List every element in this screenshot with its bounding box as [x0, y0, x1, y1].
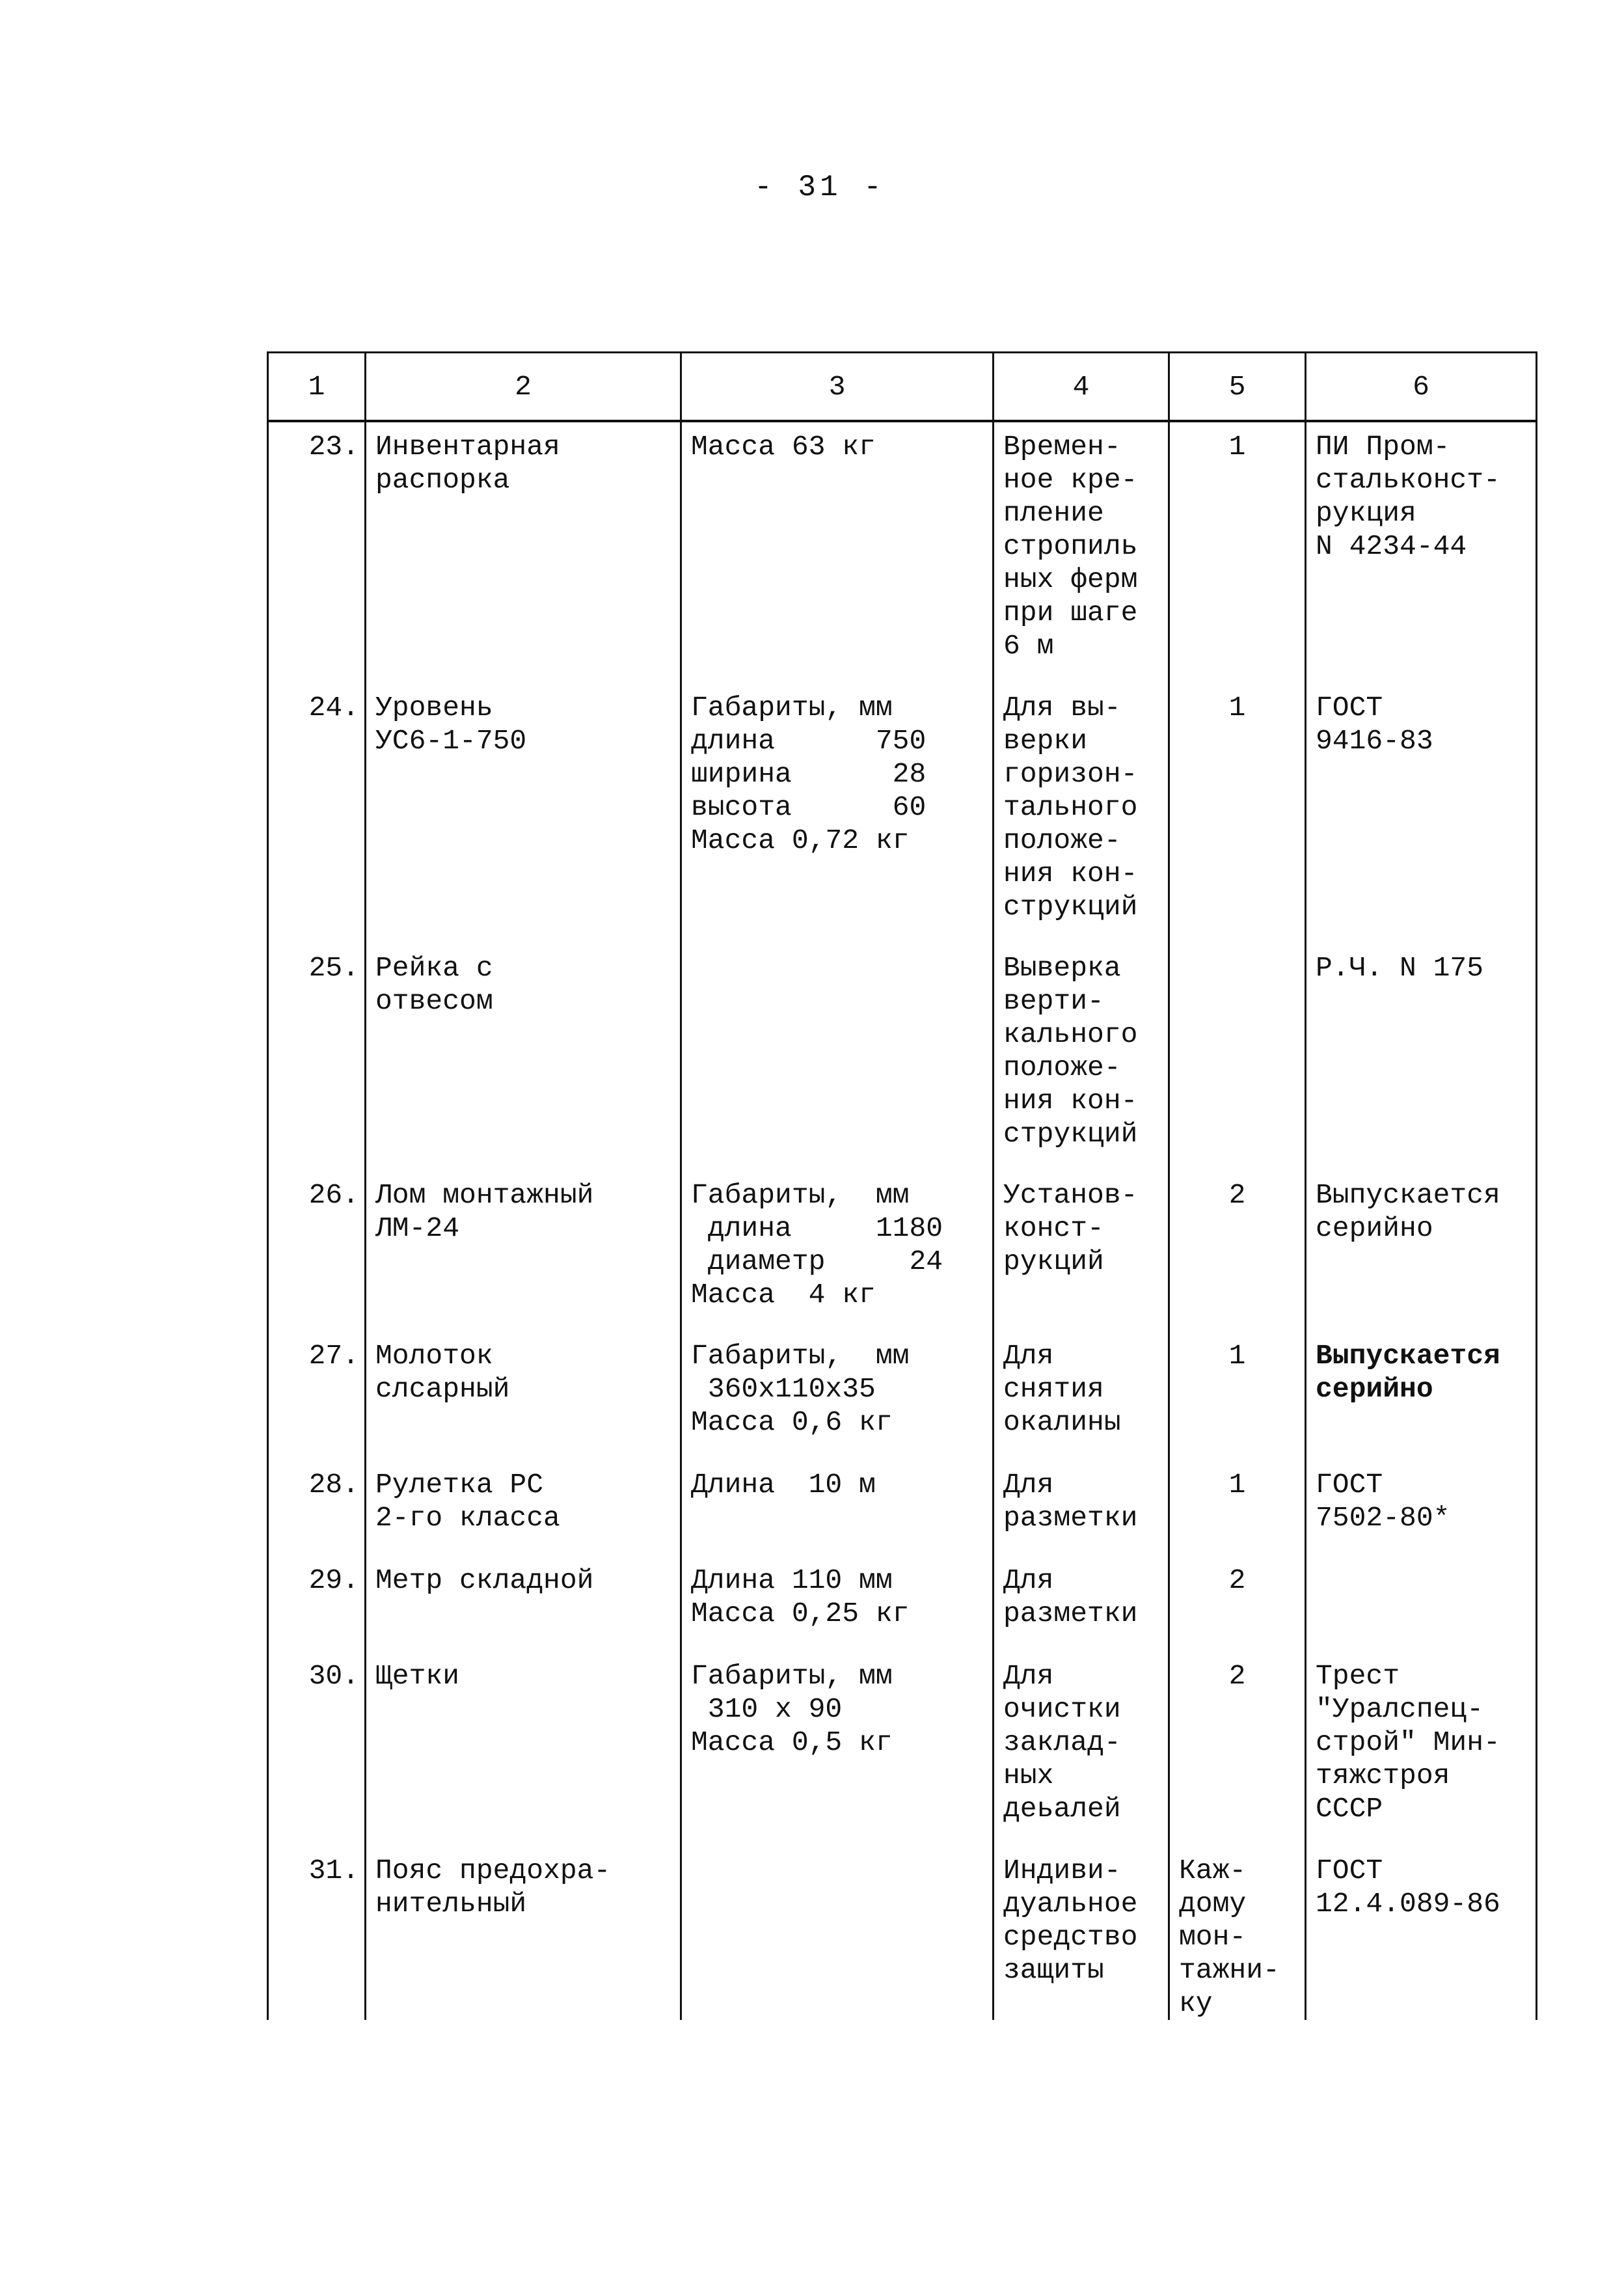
item-quantity: [1169, 944, 1306, 1171]
table-row: [268, 1331, 1537, 1460]
item-quantity: 1: [1169, 1460, 1306, 1556]
item-purpose: Времен- ное кре- пление стропиль ных ферм при шаге 6 м: [994, 421, 1169, 683]
item-name: Щетки: [366, 1652, 681, 1846]
item-spec: Длина 110 мм Масса 0,25 кг: [681, 1556, 994, 1652]
row-number: 30.: [268, 1652, 366, 1846]
row-number: 24.: [268, 683, 366, 944]
item-name: Рейка с отвесом: [366, 944, 681, 1171]
item-quantity: 2: [1169, 1556, 1306, 1652]
item-spec: [681, 1846, 994, 2020]
item-spec: Длина 10 м: [681, 1460, 994, 1556]
table-row: [268, 421, 1537, 683]
item-name: Рулетка РС 2-го класса: [366, 1460, 681, 1556]
column-header: 6: [1306, 353, 1537, 422]
table-row: [268, 1171, 1537, 1331]
item-name: Лом монтажный ЛМ-24: [366, 1171, 681, 1331]
page-number: - 31 -: [754, 170, 886, 204]
column-header: 5: [1169, 353, 1306, 422]
item-purpose: Выверка верти- кального положе- ния кон- струкций: [994, 944, 1169, 1171]
item-name: Уровень УС6-1-750: [366, 683, 681, 944]
item-source: ГОСТ 12.4.089-86: [1306, 1846, 1537, 2020]
table-row: [268, 944, 1537, 1171]
equipment-table: [267, 351, 1537, 2020]
item-source: Р.Ч. N 175: [1306, 944, 1537, 1171]
item-quantity: 2: [1169, 1652, 1306, 1846]
item-name: Метр складной: [366, 1556, 681, 1652]
item-name: Инвентарная распорка: [366, 421, 681, 683]
row-number: 26.: [268, 1171, 366, 1331]
item-name: Молоток слсарный: [366, 1331, 681, 1460]
row-number: 23.: [268, 421, 366, 683]
item-source: ГОСТ 7502-80*: [1306, 1460, 1537, 1556]
table-row: [268, 1460, 1537, 1556]
column-header: 1: [268, 353, 366, 422]
table-row: [268, 1846, 1537, 2020]
item-quantity: Каж- дому мон- тажни- ку: [1169, 1846, 1306, 2020]
item-name: Пояс предохра- нительный: [366, 1846, 681, 2020]
item-quantity: 2: [1169, 1171, 1306, 1331]
table-header-row: [268, 353, 1537, 422]
item-spec: Габариты, мм 360х110х35 Масса 0,6 кг: [681, 1331, 994, 1460]
item-spec: [681, 944, 994, 1171]
table-row: [268, 683, 1537, 944]
item-purpose: Установ- конст- рукций: [994, 1171, 1169, 1331]
item-spec: Габариты, мм длина 1180 диаметр 24 Масса 4 кг: [681, 1171, 994, 1331]
item-source: ГОСТ 9416-83: [1306, 683, 1537, 944]
item-source: Трест "Уралспец- строй" Мин- тяжстроя СССР: [1306, 1652, 1537, 1846]
item-quantity: 1: [1169, 1331, 1306, 1460]
item-source: Выпускается серийно: [1306, 1331, 1537, 1460]
item-spec: Габариты, мм длина 750 ширина 28 высота 60 Масса 0,72 кг: [681, 683, 994, 944]
table-row: [268, 1556, 1537, 1652]
column-header: 4: [994, 353, 1169, 422]
item-purpose: Индиви- дуальное средство защиты: [994, 1846, 1169, 2020]
item-source: Выпускается серийно: [1306, 1171, 1537, 1331]
item-purpose: Для снятия окалины: [994, 1331, 1169, 1460]
row-number: 28.: [268, 1460, 366, 1556]
item-quantity: 1: [1169, 683, 1306, 944]
column-header: 2: [366, 353, 681, 422]
row-number: 29.: [268, 1556, 366, 1652]
item-quantity: 1: [1169, 421, 1306, 683]
item-purpose: Для разметки: [994, 1460, 1169, 1556]
item-spec: Масса 63 кг: [681, 421, 994, 683]
item-spec: Габариты, мм 310 х 90 Масса 0,5 кг: [681, 1652, 994, 1846]
item-source: [1306, 1556, 1537, 1652]
row-number: 25.: [268, 944, 366, 1171]
item-purpose: Для разметки: [994, 1556, 1169, 1652]
row-number: 31.: [268, 1846, 366, 2020]
item-source: ПИ Пром- стальконст- рукция N 4234-44: [1306, 421, 1537, 683]
row-number: 27.: [268, 1331, 366, 1460]
item-purpose: Для очистки заклад- ных деьалей: [994, 1652, 1169, 1846]
column-header: 3: [681, 353, 994, 422]
table-row: [268, 1652, 1537, 1846]
item-purpose: Для вы- верки горизон- тального положе- ния кон- струкций: [994, 683, 1169, 944]
